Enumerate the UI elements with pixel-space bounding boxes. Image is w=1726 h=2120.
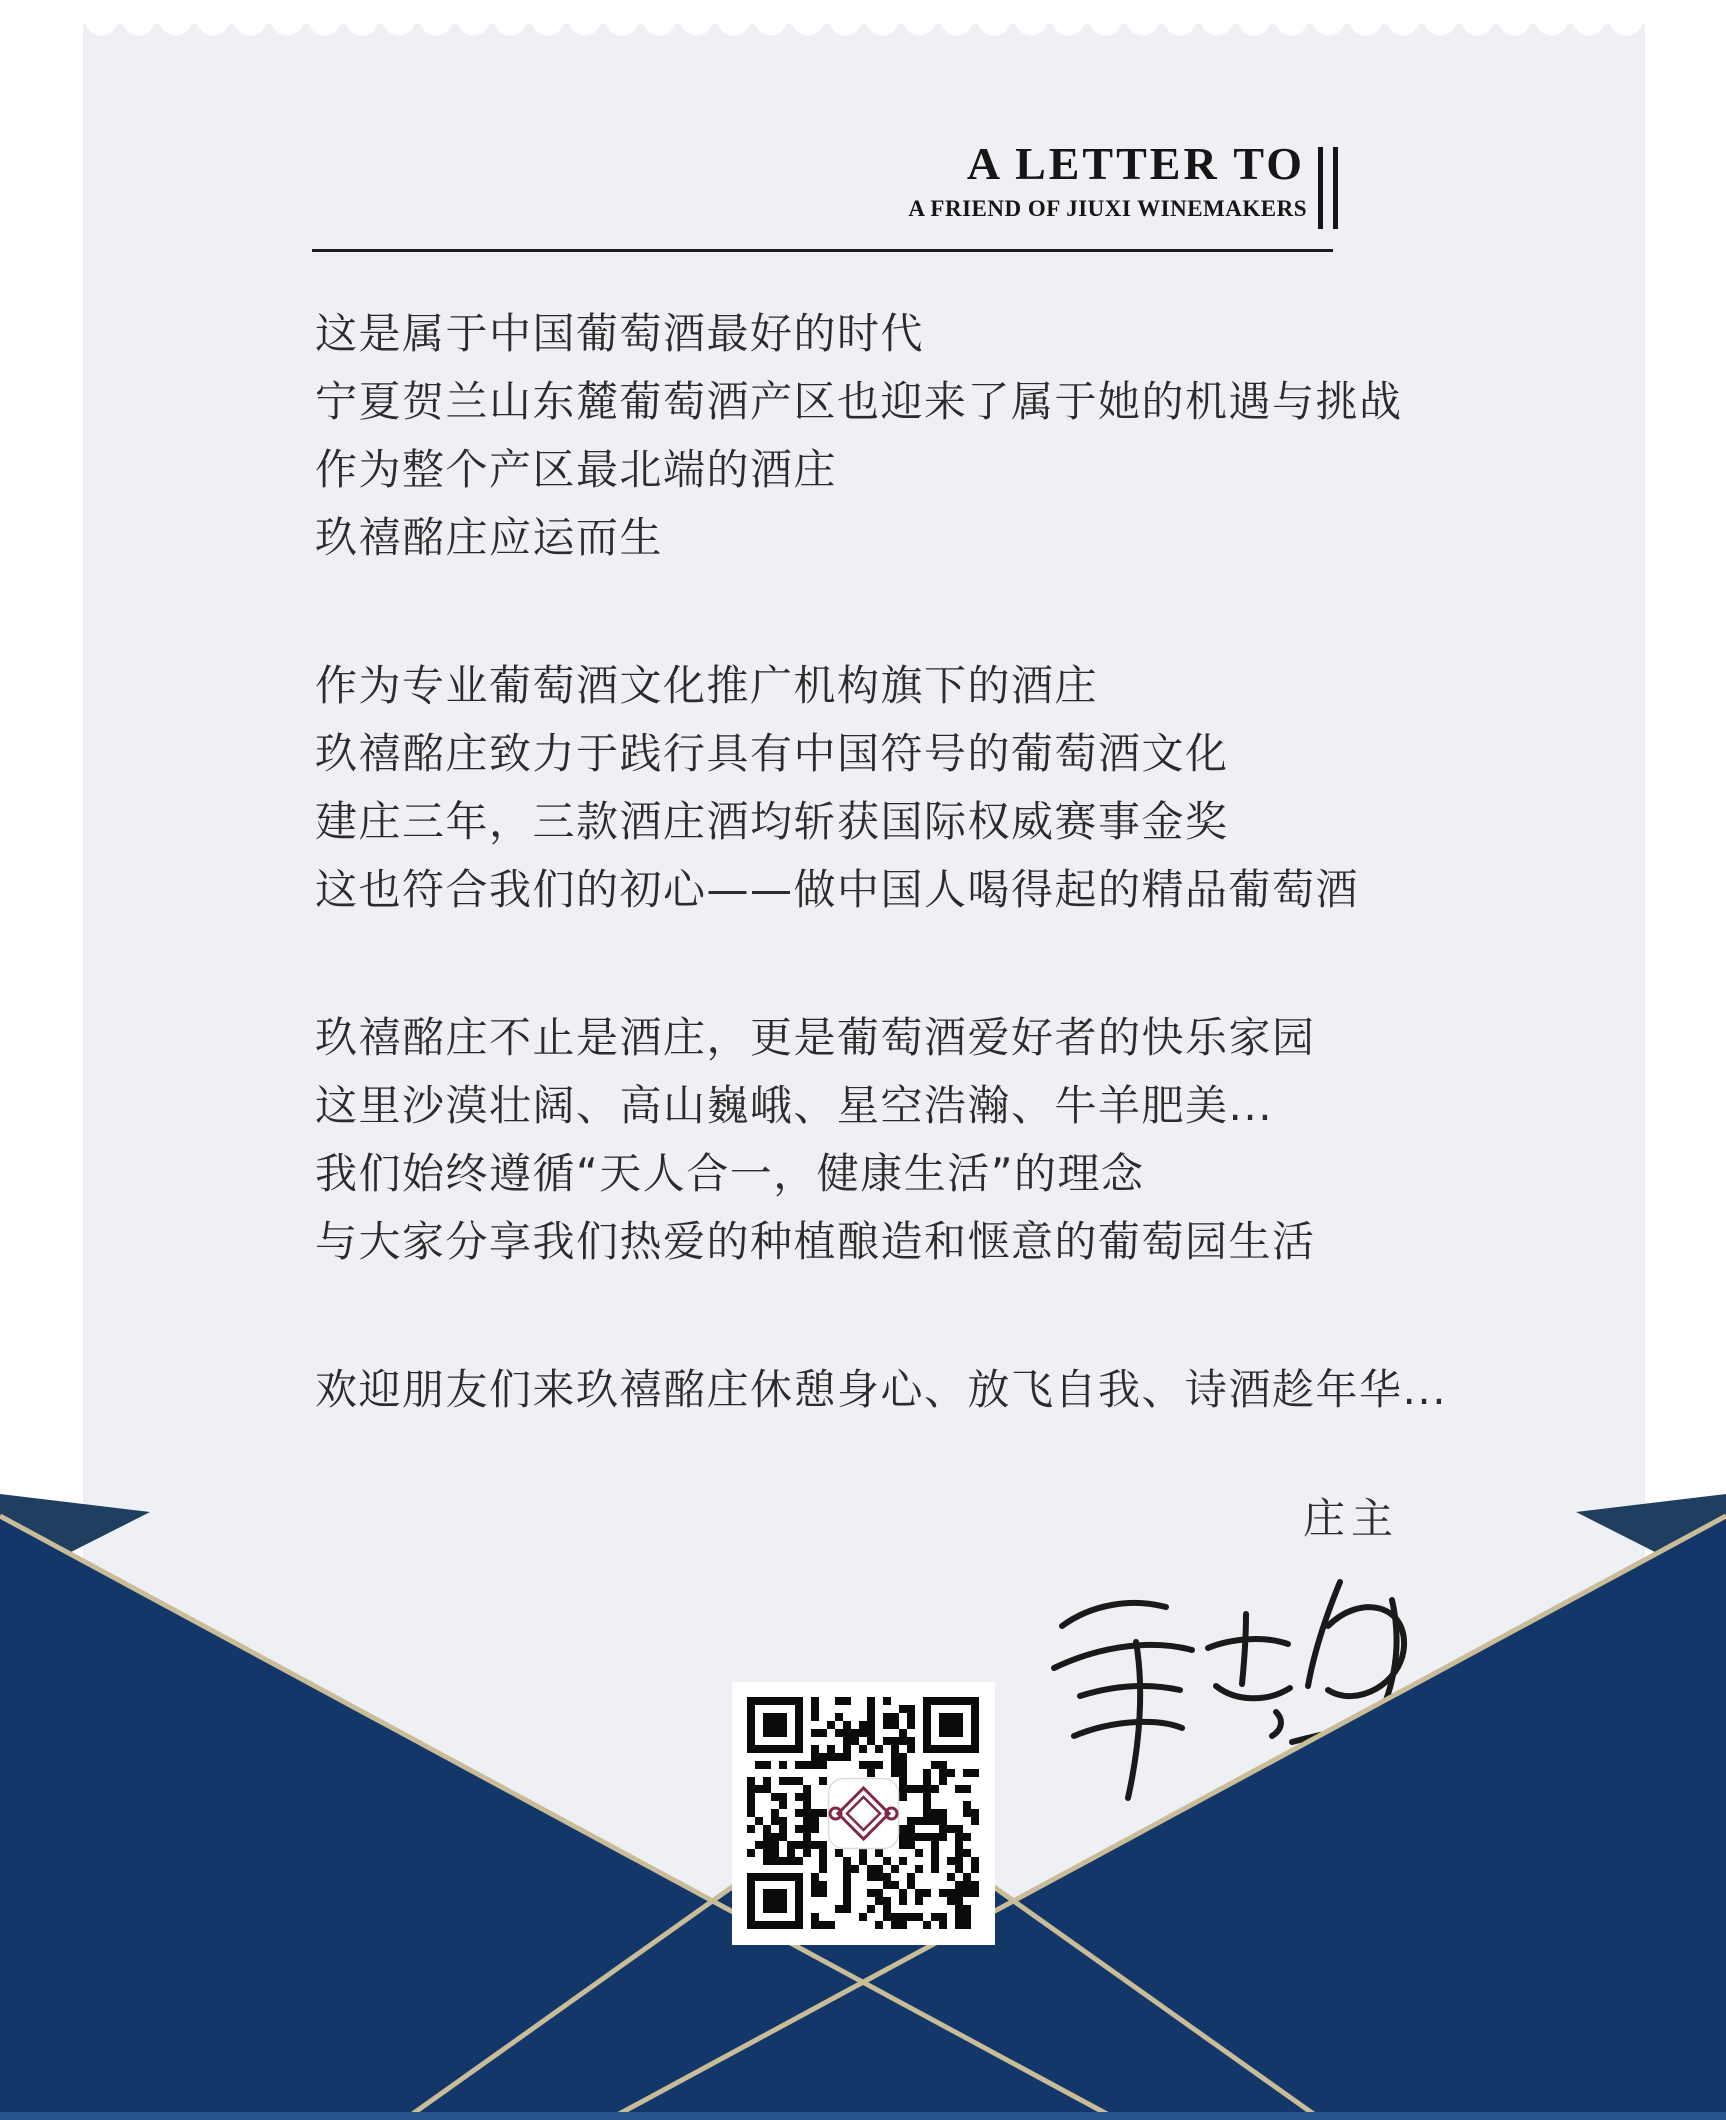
letter-line: 建庄三年，三款酒庄酒均斩获国际权威赛事金奖 (315, 797, 1229, 846)
letter-line: 这里沙漠壮阔、高山巍峨、星空浩瀚、牛羊肥美... (315, 1081, 1274, 1130)
letter-line: 这是属于中国葡萄酒最好的时代 (315, 309, 925, 358)
sign-off-label: 庄主 (1303, 1494, 1400, 1543)
letter-line: 宁夏贺兰山东麓葡萄酒产区也迎来了属于她的机遇与挑战 (315, 377, 1403, 426)
bottom-strip (0, 2112, 1726, 2120)
letter-line: 欢迎朋友们来玖禧酩庄休憩身心、放飞自我、诗酒趁年华... (315, 1365, 1448, 1414)
header-title: A LETTER TO (966, 138, 1305, 189)
letter-line: 与大家分享我们热爱的种植酿造和惬意的葡萄园生活 (315, 1217, 1316, 1266)
letter-line: 作为整个产区最北端的酒庄 (315, 445, 838, 494)
qr-code (732, 1682, 995, 1945)
header-subtitle: A FRIEND OF JIUXI WINEMAKERS (908, 196, 1307, 221)
letter-line: 玖禧酩庄不止是酒庄，更是葡萄酒爱好者的快乐家园 (315, 1013, 1316, 1062)
letter-line: 作为专业葡萄酒文化推广机构旗下的酒庄 (315, 661, 1099, 710)
letter-line: 我们始终遵循“天人合一，健康生活”的理念 (315, 1149, 1145, 1198)
letter-line: 玖禧酩庄致力于践行具有中国符号的葡萄酒文化 (315, 729, 1229, 778)
letter-line: 这也符合我们的初心——做中国人喝得起的精品葡萄酒 (315, 865, 1360, 914)
diamond-lattice-logo (829, 1779, 899, 1849)
letter-line: 玖禧酩庄应运而生 (315, 513, 664, 562)
qr-code-image (732, 1682, 995, 1945)
